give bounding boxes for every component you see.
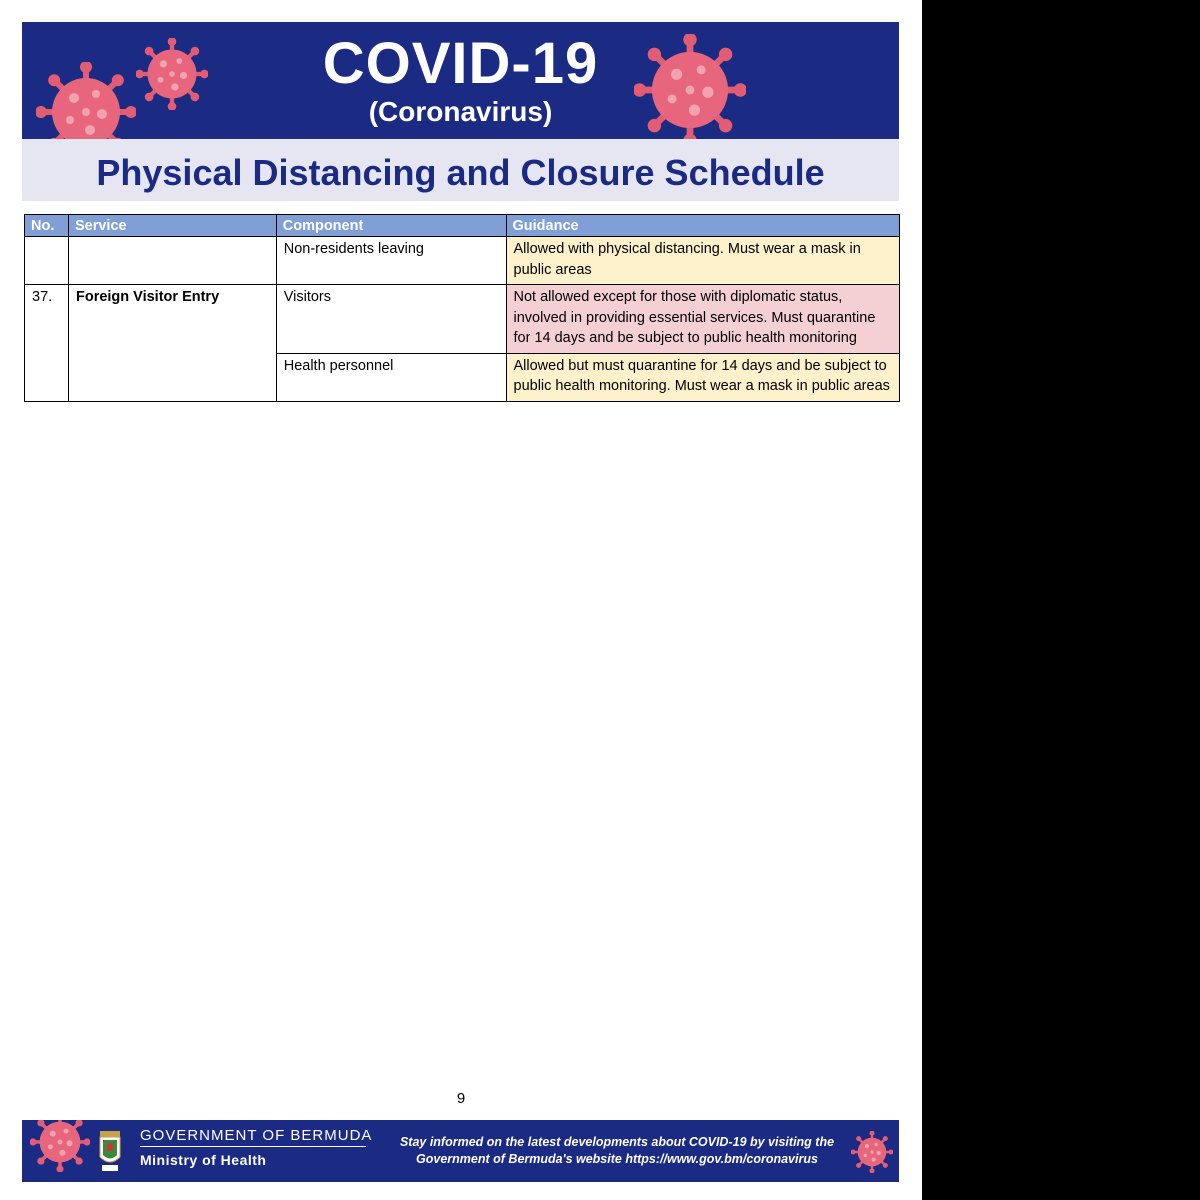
footer-divider — [140, 1146, 366, 1147]
table-header-row — [25, 215, 900, 237]
schedule-table — [24, 214, 900, 402]
schedule-title: Physical Distancing and Closure Schedule — [96, 152, 825, 193]
row-service: Foreign Visitor Entry — [68, 285, 276, 402]
covid-banner — [22, 22, 899, 139]
column-header-guidance: Guidance — [506, 215, 900, 237]
row-number — [25, 237, 69, 285]
row-guidance: Allowed with physical distancing. Must wear a mask in public areas — [506, 237, 900, 285]
footer-message-line: Government of Bermuda's website https://www.gov.bm/coronavirus — [416, 1152, 818, 1166]
footer-message — [392, 1134, 842, 1168]
schedule-title-band — [22, 139, 899, 201]
row-guidance: Not allowed except for those with diplomatic status, involved in providing essential services. Must quarantine for 14 days and be subject to public health monitoring — [506, 285, 900, 354]
virus-icon — [851, 1131, 893, 1173]
banner-subtitle: (Coronavirus) — [368, 96, 553, 127]
row-component: Health personnel — [276, 353, 506, 401]
row-component: Visitors — [276, 285, 506, 354]
page-number: 9 — [456, 1090, 466, 1107]
ministry-name: Ministry of Health — [140, 1152, 267, 1168]
footer-banner — [22, 1120, 899, 1182]
column-header-component: Component — [276, 215, 506, 237]
row-number: 37. — [25, 285, 69, 402]
column-header-service: Service — [68, 215, 276, 237]
footer-message-line: Stay informed on the latest developments about COVID-19 by visiting the — [399, 1135, 835, 1149]
row-guidance: Allowed but must quarantine for 14 days and be subject to public health monitoring. Must wear a mask in public areas — [506, 353, 900, 401]
banner-title: COVID-19 — [322, 31, 599, 96]
row-component: Non-residents leaving — [276, 237, 506, 285]
table-row — [25, 237, 900, 285]
table-row — [25, 285, 900, 354]
virus-icon — [30, 1120, 90, 1172]
government-name: GOVERNMENT OF BERMUDA — [140, 1127, 373, 1144]
column-header-no: No. — [25, 215, 69, 237]
row-service — [68, 237, 276, 285]
bermuda-crest-icon — [98, 1129, 122, 1173]
